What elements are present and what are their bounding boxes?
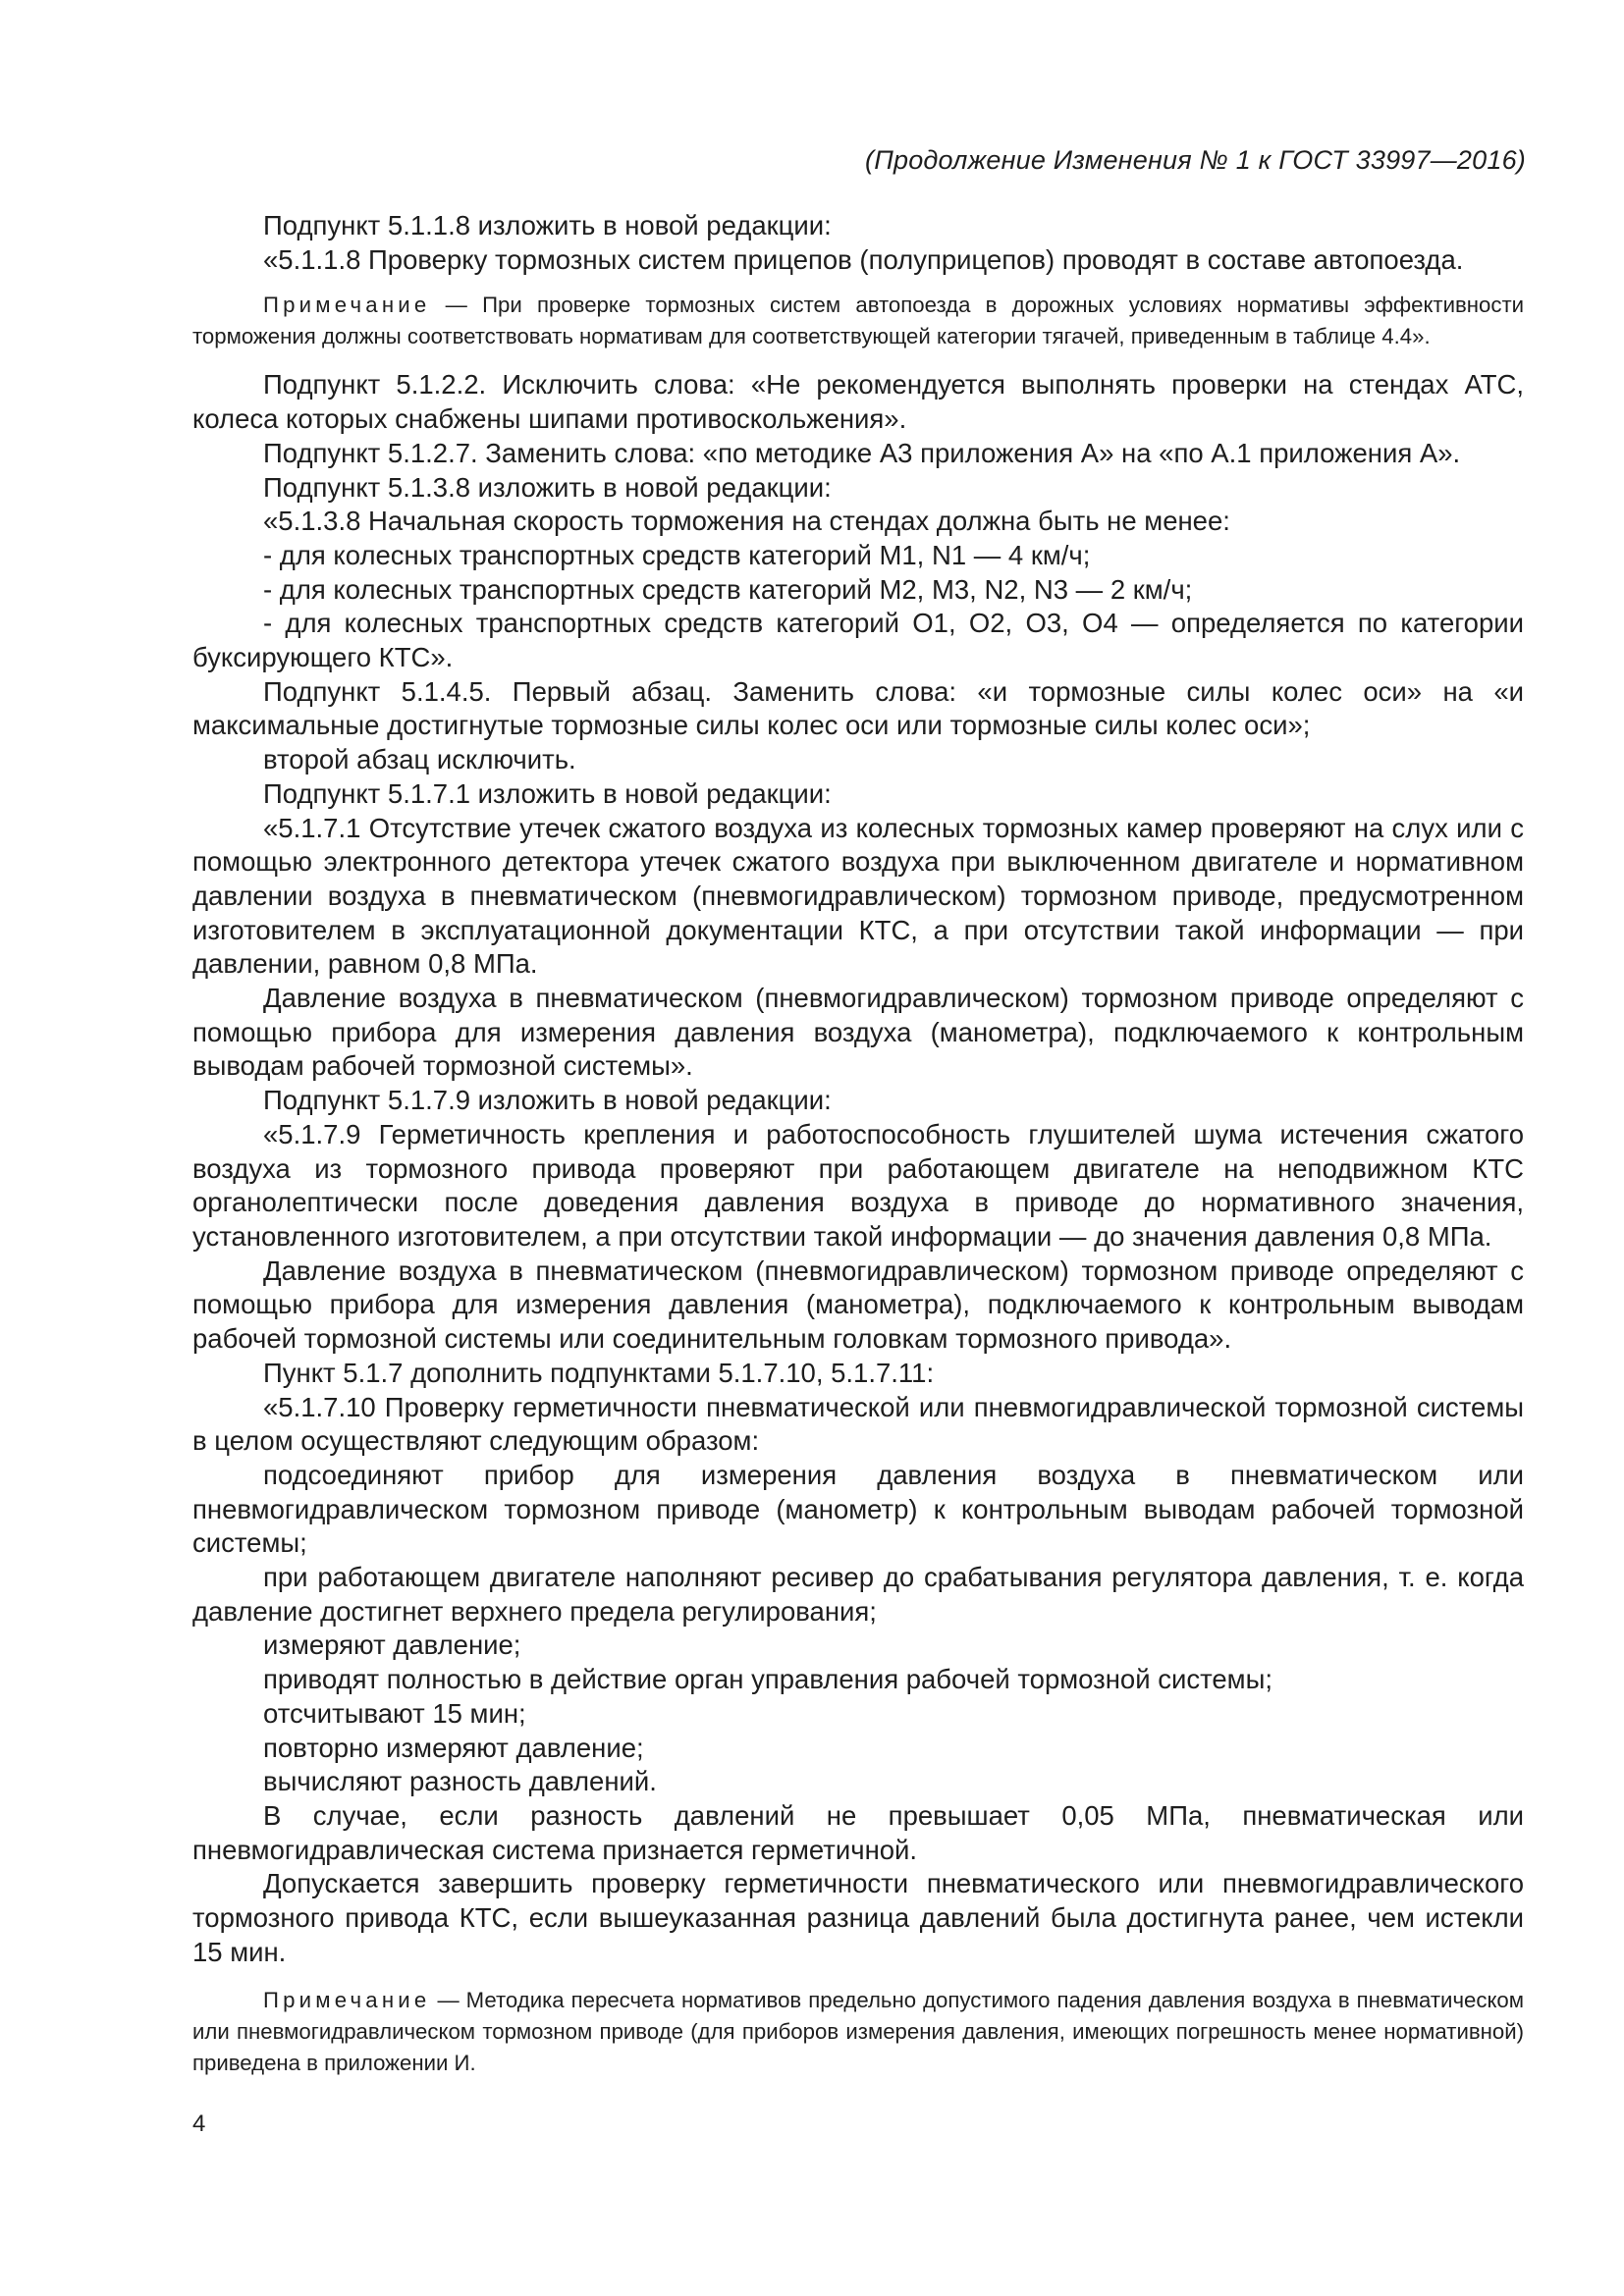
paragraph: Давление воздуха в пневматическом (пневмогидравлическом) тормозном приводе определяют с помощью прибора для измерения давления (манометра), подключаемого к контрольным выводам рабочей тормозной системы или соединительным головкам тормозного привода». [192,1255,1524,1355]
paragraph: приводят полностью в действие орган управления рабочей тормозной системы; [263,1664,1272,1695]
paragraph: Подпункт 5.1.7.9 изложить в новой редакции: [263,1085,832,1116]
paragraph: повторно измеряют давление; [263,1732,644,1763]
note-paragraph [192,290,1524,352]
page-number: 4 [192,2110,206,2137]
paragraph: Подпункт 5.1.3.8 изложить в новой редакции: [263,471,832,503]
paragraph: Подпункт 5.1.2.7. Заменить слова: «по методике А3 приложения А» на «по А.1 приложения А». [263,437,1461,468]
list-item: - для колесных транспортных средств категорий О1, О2, О3, О4 — определяется по категории буксирующего КТС». [192,608,1524,673]
note-label: Примечание [263,293,431,318]
paragraph: Подпункт 5.1.7.1 изложить в новой редакции: [263,777,832,809]
list-item: - для колесных транспортных средств категорий М2, М3, N2, N3 — 2 км/ч; [263,573,1193,605]
paragraph: «5.1.7.10 Проверку герметичности пневматической или пневмогидравлической тормозной системы в целом осуществляют следующим образом: [192,1391,1524,1457]
list-item: - для колесных транспортных средств категорий М1, N1 — 4 км/ч; [263,539,1091,570]
paragraph: «5.1.1.8 Проверку тормозных систем прицепов (полуприцепов) проводят в составе автопоезда. [263,243,1464,275]
note-text: — При проверке тормозных систем автопоезда в дорожных условиях нормативы эффективности торможения должны соответствовать нормативам для соответствующей категории тягачей, приведенным в таблице 4.4». [192,293,1524,349]
paragraph: измеряют давление; [263,1629,521,1661]
paragraph: В случае, если разность давлений не превышает 0,05 МПа, пневматическая или пневмогидравлическая система признается герметичной. [192,1799,1524,1865]
paragraph: Подпункт 5.1.2.2. Исключить слова: «Не рекомендуется выполнять проверки на стендах АТС, колеса которых снабжены шипами противоскольжения». [192,369,1524,435]
paragraph: Допускается завершить проверку герметичности пневматического или пневмогидравлического тормозного привода КТС, если вышеуказанная разница давлений была достигнута ранее, чем истекли 15 мин. [192,1868,1524,1967]
note-text: — Методика пересчета нормативов предельно допустимого падения давления воздуха в пневматическом или пневмогидравлическом тормозном приводе (для приборов измерения давления, имеющих погрешность менее нормативной) приведена в приложении И. [192,1988,1524,2076]
document-body [192,209,1524,2079]
paragraph: Подпункт 5.1.1.8 изложить в новой редакции: [263,210,832,240]
note-label: Примечание [263,1988,431,2013]
paragraph: Подпункт 5.1.4.5. Первый абзац. Заменить слова: «и тормозные силы колес оси» на «и максимальные достигнутые тормозные силы колес оси или тормозные силы колес оси»; [192,675,1524,741]
paragraph: второй абзац исключить. [263,744,576,775]
note-paragraph [192,1985,1524,2079]
paragraph: Пункт 5.1.7 дополнить подпунктами 5.1.7.10, 5.1.7.11: [263,1357,935,1388]
paragraph: «5.1.7.9 Герметичность крепления и работоспособность глушителей шума истечения сжатого воздуха из тормозного привода проверяют при работающем двигателе на неподвижном КТС органолептически после доведения давления воздуха в приводе до нормативного значения, установленного изготовителем, а при отсутствии такой информации — до значения давления 0,8 МПа. [192,1118,1524,1252]
paragraph: «5.1.3.8 Начальная скорость торможения на стендах должна быть не менее: [263,506,1230,537]
paragraph: отсчитывают 15 мин; [263,1697,526,1729]
paragraph: «5.1.7.1 Отсутствие утечек сжатого воздуха из колесных тормозных камер проверяют на слух или с помощью электронного детектора утечек сжатого воздуха при выключенном двигателе и нормативном давлении воздуха в пневматическом (пневмогидравлическом) тормозном приводе, предусмотренном изготовителем в эксплуатационной документации КТС, а при отсутствии такой информации — при давлении, равном 0,8 МПа. [192,812,1524,980]
paragraph: при работающем двигателе наполняют ресивер до срабатывания регулятора давления, т. е. когда давление достигнет верхнего предела регулирования; [192,1562,1524,1627]
paragraph: вычисляют разность давлений. [263,1766,657,1797]
continuation-header: (Продолжение Изменения № 1 к ГОСТ 33997—2016) [865,145,1526,175]
paragraph: Давление воздуха в пневматическом (пневмогидравлическом) тормозном приводе определяют с помощью прибора для измерения давления воздуха (манометра), подключаемого к контрольным выводам рабочей тормозной системы». [192,983,1524,1082]
paragraph: подсоединяют прибор для измерения давления воздуха в пневматическом или пневмогидравлическом тормозном приводе (манометр) к контрольным выводам рабочей тормозной системы; [192,1459,1524,1559]
